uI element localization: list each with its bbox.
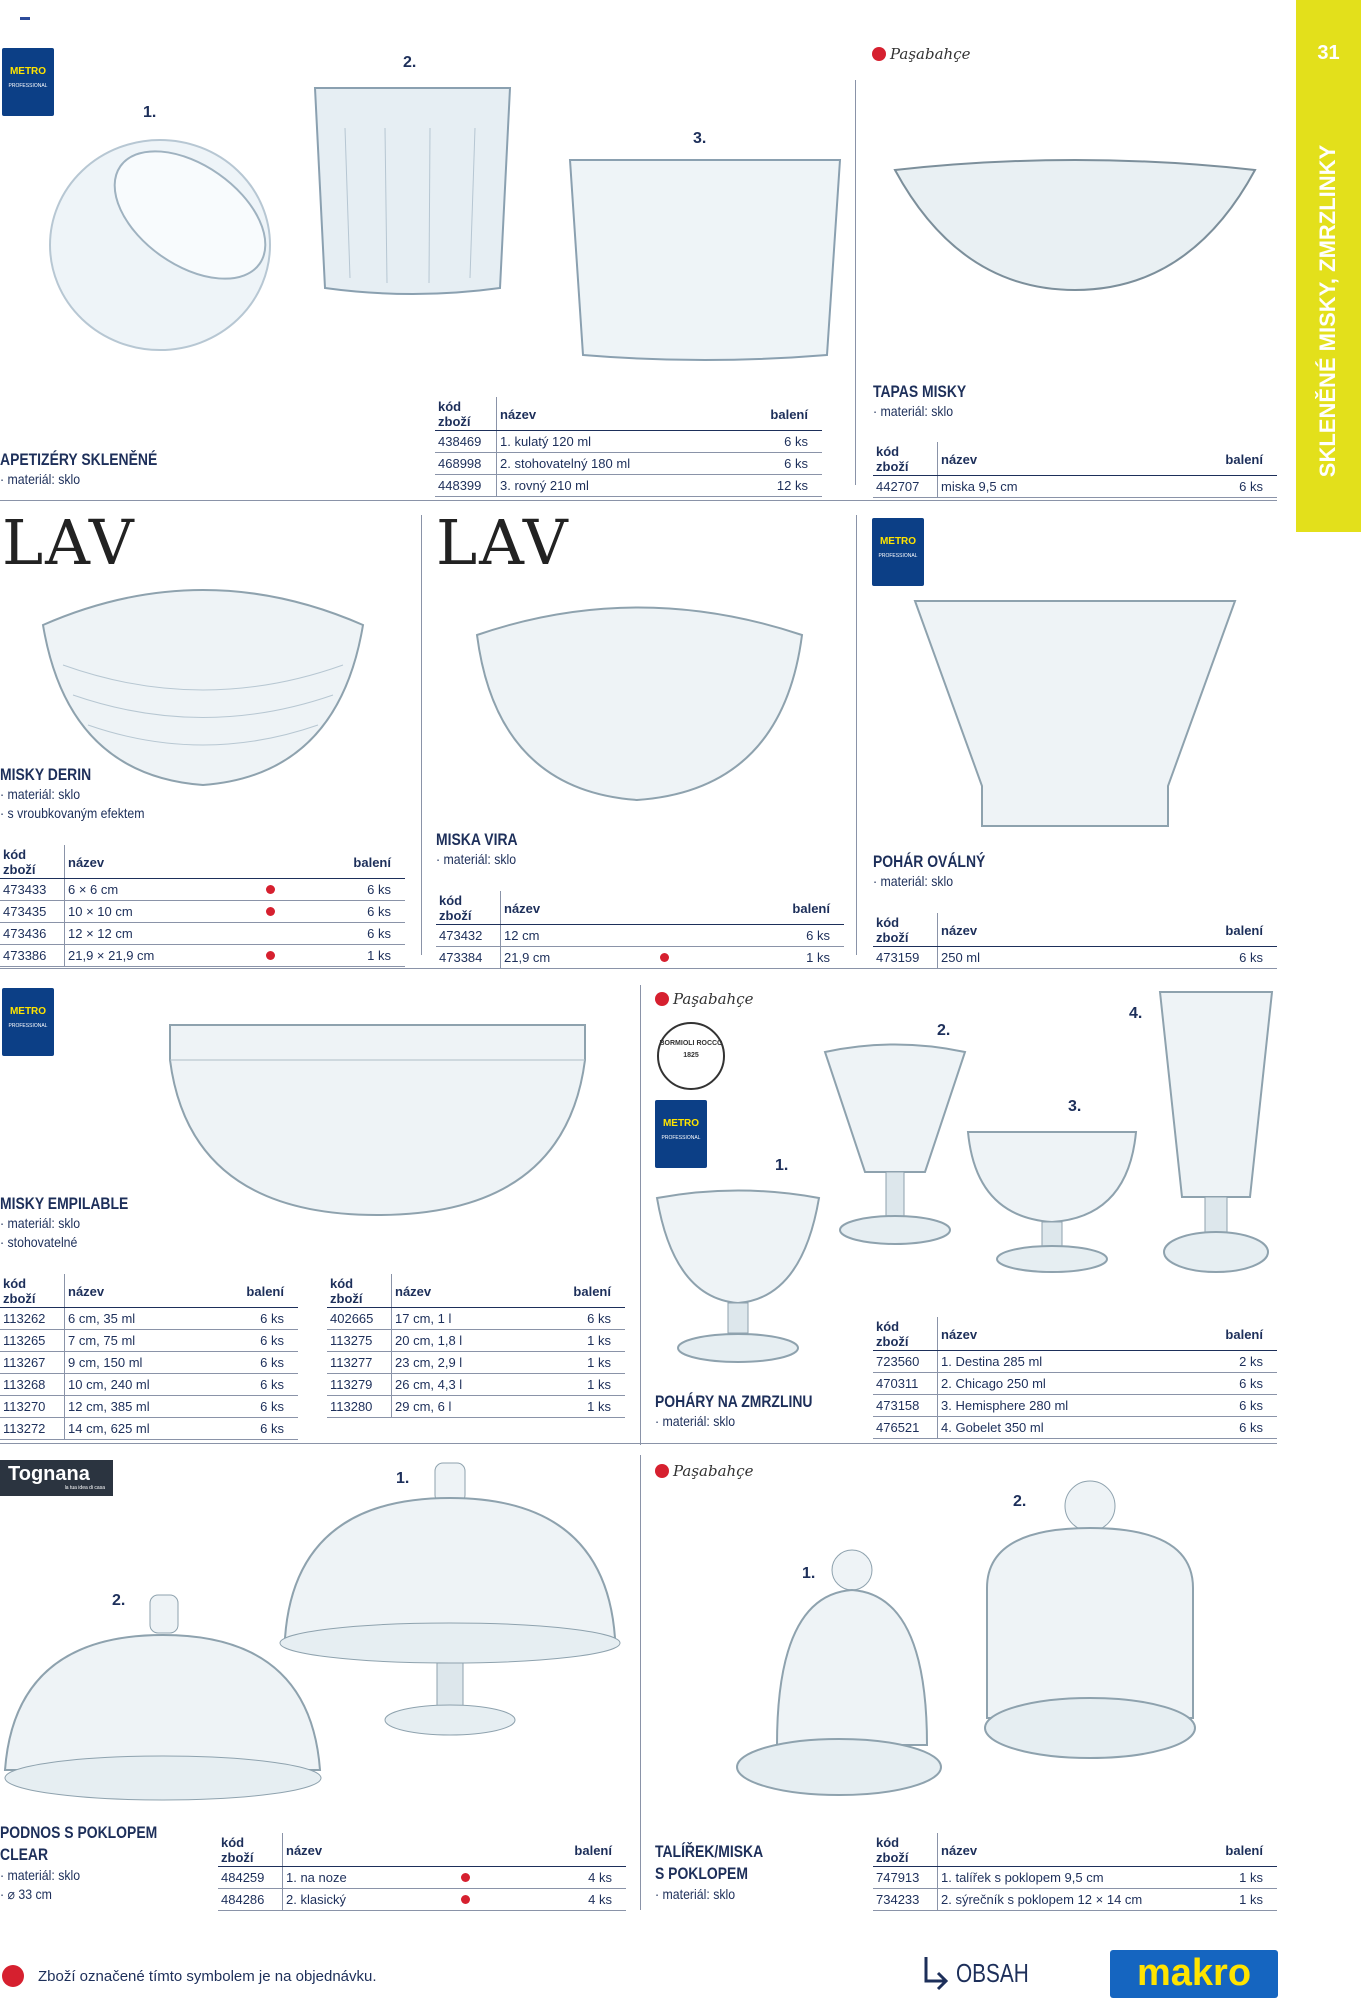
table-row: 473384 21,9 cm 1 ks	[436, 947, 844, 969]
talirek-table: kód zboží název balení 747913 1. talířek s poklopem 9,5 cm 1 ks 734233 2. sýrečník s poklopem 12 × 14 cm 1 ks	[873, 1833, 1277, 1911]
table-row: 402665 17 cm, 1 l 6 ks	[327, 1308, 625, 1330]
empilable-material: · materiál: sklo	[0, 1215, 81, 1231]
table-row: 442707 miska 9,5 cm 6 ks	[873, 476, 1277, 498]
vira-material: · materiál: sklo	[436, 851, 517, 867]
divider	[640, 1455, 641, 1910]
order-dot-icon	[461, 1873, 470, 1882]
apetizer-label-3: 3.	[693, 130, 707, 147]
obsah-link[interactable]	[920, 1955, 1047, 1991]
vira-bowl-image	[472, 595, 807, 805]
derin-title: MISKY DERIN	[0, 765, 92, 784]
table-row: 438469 1. kulatý 120 ml 6 ks	[435, 431, 822, 453]
table-row: 476521 4. Gobelet 350 ml 6 ks	[873, 1417, 1277, 1439]
podnos-diameter: · ⌀ 33 cm	[0, 1886, 52, 1902]
order-dot-icon	[660, 953, 669, 962]
category-title: SKLENĚNÉ MISKY, ZMRZLINKY	[1315, 144, 1340, 478]
tapas-title: TAPAS MISKY	[873, 382, 967, 401]
metro-logo: METRO PROFESSIONAL	[2, 988, 54, 1056]
table-row: 473436 12 × 12 cm 6 ks	[0, 923, 405, 945]
table-row: 113279 26 cm, 4,3 l 1 ks	[327, 1374, 625, 1396]
table-row: 473435 10 × 10 cm 6 ks	[0, 901, 405, 923]
ovalny-table: kód zboží název balení 473159 250 ml 6 ks	[873, 913, 1277, 969]
table-row: 473432 12 cm 6 ks	[436, 925, 844, 947]
zmrzlina-title: POHÁRY NA ZMRZLINU	[655, 1392, 813, 1411]
divider	[855, 80, 856, 485]
zmrzlina-label-2: 2.	[937, 1022, 951, 1039]
talirek-title-2: S POKLOPEM	[655, 1864, 748, 1883]
lav-logo-2: LAV	[436, 506, 570, 579]
table-row: 723560 1. Destina 285 ml 2 ks	[873, 1351, 1277, 1373]
derin-bowl-image	[38, 575, 368, 790]
table-row: 468998 2. stohovatelný 180 ml 6 ks	[435, 453, 822, 475]
zmrzlina-material: · materiál: sklo	[655, 1413, 736, 1429]
gobelet-glass-image	[1155, 987, 1277, 1287]
pasabahce-logo: Paşabahçe	[655, 1462, 754, 1480]
zmrzlina-label-1: 1.	[775, 1157, 789, 1174]
tognana-logo: Tognana la tua idea di casa	[0, 1460, 113, 1496]
talirek-label-1: 1.	[802, 1565, 816, 1582]
derin-effect: · s vroubkovaným efektem	[0, 805, 145, 821]
empilable-title: MISKY EMPILABLE	[0, 1194, 129, 1213]
cake-stand-dome-image	[275, 1458, 625, 1748]
table-row: 113265 7 cm, 75 ml 6 ks	[0, 1330, 298, 1352]
order-note: Zboží označené tímto symbolem je na objednávku.	[38, 1968, 377, 1985]
vira-table: kód zboží název balení 473432 12 cm 6 ks 473384 21,9 cm 1 ks	[436, 891, 844, 969]
table-row: 113268 10 cm, 240 ml 6 ks	[0, 1374, 298, 1396]
tapas-table: kód zboží název balení 442707 miska 9,5 cm 6 ks	[873, 442, 1277, 498]
divider	[856, 515, 857, 955]
table-row: 113270 12 cm, 385 ml 6 ks	[0, 1396, 298, 1418]
order-dot-icon	[266, 951, 275, 960]
podnos-title-2: CLEAR	[0, 1845, 49, 1864]
podnos-table: kód zboží název balení 484259 1. na noze 4 ks 484286 2. klasický 4 ks	[218, 1833, 626, 1911]
podnos-label-1: 1.	[396, 1470, 410, 1487]
table-row: 473158 3. Hemisphere 280 ml 6 ks	[873, 1395, 1277, 1417]
derin-table: kód zboží název balení 473433 6 × 6 cm 6 ks 473435 10 × 10 cm 6 ks 473436 12 × 12 cm 6 ks 473386 21,9 × 21,9 cm 1 ks	[0, 845, 405, 967]
table-row: 113280 29 cm, 6 l 1 ks	[327, 1396, 625, 1418]
table-row: 484259 1. na noze 4 ks	[218, 1867, 626, 1889]
metro-logo: METRO PROFESSIONAL	[655, 1100, 707, 1168]
country-flag: ▬	[20, 12, 30, 23]
table-row: 484286 2. klasický 4 ks	[218, 1889, 626, 1911]
talirek-label-2: 2.	[1013, 1493, 1027, 1510]
table-row: 473433 6 × 6 cm 6 ks	[0, 879, 405, 901]
row-divider	[0, 1443, 1277, 1444]
destina-cup-image	[652, 1188, 824, 1368]
makro-logo: makro	[1110, 1950, 1278, 1998]
tapas-bowl-image	[890, 155, 1260, 295]
podnos-material: · materiál: sklo	[0, 1867, 81, 1883]
order-symbol-icon	[2, 1965, 24, 1987]
hemisphere-cup-image	[963, 1127, 1141, 1277]
table-row: 734233 2. sýrečník s poklopem 12 × 14 cm 1 ks	[873, 1889, 1277, 1911]
table-row: 747913 1. talířek s poklopem 9,5 cm 1 ks	[873, 1867, 1277, 1889]
table-row: 448399 3. rovný 210 ml 12 ks	[435, 475, 822, 497]
classic-dome-image	[0, 1590, 325, 1805]
talirek-title-1: TALÍŘEK/MISKA	[655, 1842, 764, 1861]
cheese-dome-image	[977, 1478, 1197, 1768]
tapas-material: · materiál: sklo	[873, 403, 954, 419]
table-row: 113262 6 cm, 35 ml 6 ks	[0, 1308, 298, 1330]
empilable-table-a: kód zboží název balení 113262 6 cm, 35 ml 6 ks 113265 7 cm, 75 ml 6 ks 113267 9 cm, 150 ml 6 ks 113268 10 cm, 240 ml 6 ks 113270 12 cm, 385 ml 6 ks 113272 14 cm, 625 ml 6 ks	[0, 1274, 298, 1440]
obsah-label: OBSAH	[956, 1957, 1029, 1988]
apetizery-title: APETIZÉRY SKLENĚNÉ	[0, 450, 158, 469]
empilable-table-b: kód zboží název balení 402665 17 cm, 1 l 6 ks 113275 20 cm, 1,8 l 1 ks 113277 23 cm, 2,9 l 1 ks 113279 26 cm, 4,3 l 1 ks 113280 29 cm, 6 l 1 ks	[327, 1274, 625, 1418]
zmrzlina-table: kód zboží název balení 723560 1. Destina 285 ml 2 ks 470311 2. Chicago 250 ml 6 ks 473158 3. Hemisphere 280 ml 6 ks 476521 4. Gobelet 350 ml 6 ks	[873, 1317, 1277, 1439]
metro-logo: METRO PROFESSIONAL	[872, 518, 924, 586]
apetizer-label-1: 1.	[143, 104, 157, 121]
page-number: 31	[1317, 42, 1340, 64]
category-sidebar	[1296, 0, 1361, 532]
podnos-label-2: 2.	[112, 1592, 126, 1609]
apetizer-label-2: 2.	[403, 54, 417, 71]
return-arrow-icon	[920, 1955, 952, 1991]
zmrzlina-label-3: 3.	[1068, 1098, 1082, 1115]
pasabahce-logo: Paşabahçe	[655, 990, 754, 1008]
empilable-bowl-image	[165, 1020, 590, 1220]
straight-glass-image	[565, 155, 845, 365]
talirek-material: · materiál: sklo	[655, 1886, 736, 1902]
plate-dome-image	[732, 1545, 947, 1800]
order-dot-icon	[461, 1895, 470, 1904]
apetizer-bowl-image	[30, 130, 290, 360]
divider	[640, 985, 641, 1445]
oval-glass-image	[910, 596, 1240, 836]
bormioli-logo: BORMIOLI ROCCO 1825	[657, 1022, 725, 1090]
apetizery-table: kód zboží název balení 438469 1. kulatý 120 ml 6 ks 468998 2. stohovatelný 180 ml 6 ks 448399 3. rovný 210 ml 12 ks	[435, 397, 822, 497]
ovalny-material: · materiál: sklo	[873, 873, 954, 889]
table-row: 470311 2. Chicago 250 ml 6 ks	[873, 1373, 1277, 1395]
table-row: 473386 21,9 × 21,9 cm 1 ks	[0, 945, 405, 967]
metro-logo: METRO PROFESSIONAL	[2, 48, 54, 116]
podnos-title-1: PODNOS S POKLOPEM	[0, 1823, 158, 1842]
row-divider	[0, 500, 1277, 501]
derin-material: · materiál: sklo	[0, 786, 81, 802]
lav-logo-1: LAV	[2, 506, 136, 579]
chicago-cup-image	[820, 1042, 970, 1252]
stackable-glass-image	[305, 78, 520, 303]
table-row: 113275 20 cm, 1,8 l 1 ks	[327, 1330, 625, 1352]
zmrzlina-label-4: 4.	[1129, 1005, 1143, 1022]
table-row: 113277 23 cm, 2,9 l 1 ks	[327, 1352, 625, 1374]
empilable-stackable: · stohovatelné	[0, 1234, 78, 1250]
vira-title: MISKA VIRA	[436, 830, 518, 849]
apetizery-material: · materiál: sklo	[0, 471, 81, 487]
divider	[421, 515, 422, 955]
table-row: 113267 9 cm, 150 ml 6 ks	[0, 1352, 298, 1374]
ovalny-title: POHÁR OVÁLNÝ	[873, 852, 986, 871]
row-divider	[0, 968, 1277, 969]
order-dot-icon	[266, 885, 275, 894]
table-row: 473159 250 ml 6 ks	[873, 947, 1277, 969]
table-row: 113272 14 cm, 625 ml 6 ks	[0, 1418, 298, 1440]
order-dot-icon	[266, 907, 275, 916]
pasabahce-logo: Paşabahçe	[872, 45, 971, 63]
